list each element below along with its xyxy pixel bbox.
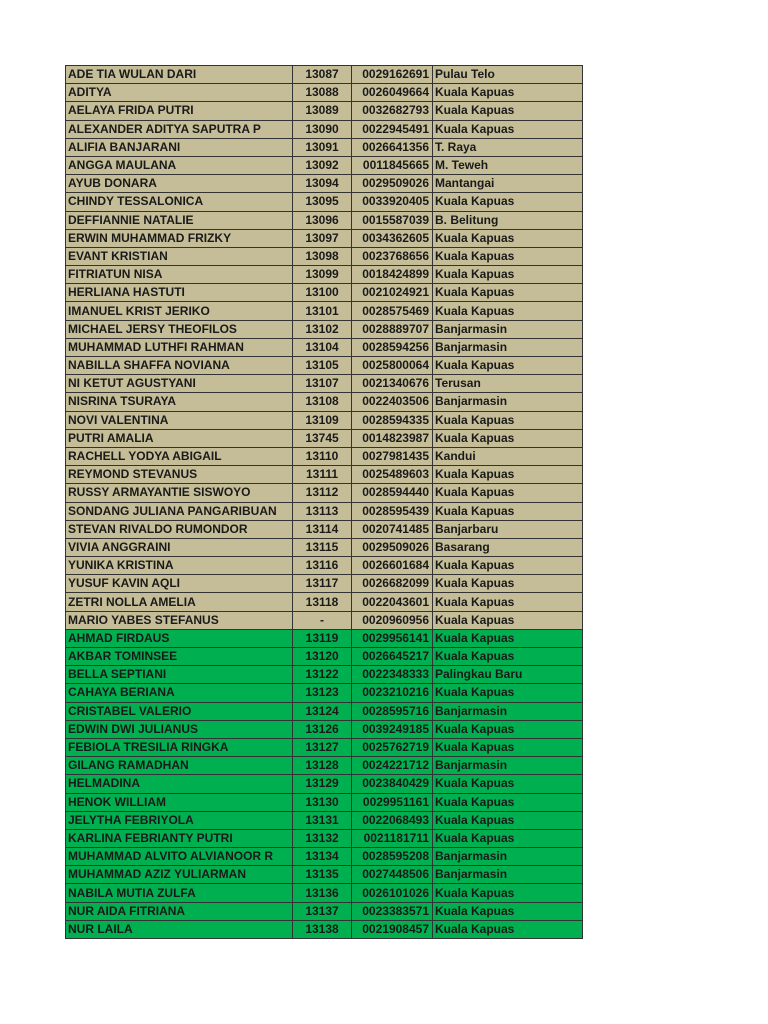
nisn-cell: 0020741485 — [352, 520, 433, 538]
nisn-cell: 0018424899 — [352, 266, 433, 284]
birthplace-cell: Banjarmasin — [433, 866, 583, 884]
name-cell: AYUB DONARA — [66, 175, 293, 193]
nisn-cell: 0029162691 — [352, 66, 433, 84]
nisn-cell: 0014823987 — [352, 429, 433, 447]
nis-cell: 13135 — [293, 866, 352, 884]
table-row — [66, 502, 583, 520]
table-row — [66, 429, 583, 447]
table-row — [66, 375, 583, 393]
nisn-cell: 0026049664 — [352, 84, 433, 102]
birthplace-cell: Kuala Kapuas — [433, 193, 583, 211]
name-cell: HENOK WILLIAM — [66, 793, 293, 811]
table-row — [66, 829, 583, 847]
name-cell: NISRINA TSURAYA — [66, 393, 293, 411]
name-cell: CHINDY TESSALONICA — [66, 193, 293, 211]
name-cell: DEFFIANNIE NATALIE — [66, 211, 293, 229]
nis-cell: 13122 — [293, 666, 352, 684]
table-row — [66, 902, 583, 920]
name-cell: PUTRI AMALIA — [66, 429, 293, 447]
table-row — [66, 229, 583, 247]
nis-cell: 13127 — [293, 738, 352, 756]
nis-cell: 13123 — [293, 684, 352, 702]
nisn-cell: 0023210216 — [352, 684, 433, 702]
nis-cell: - — [293, 611, 352, 629]
nis-cell: 13091 — [293, 138, 352, 156]
table-row — [66, 793, 583, 811]
name-cell: EVANT KRISTIAN — [66, 247, 293, 265]
table-row — [66, 193, 583, 211]
student-table — [65, 65, 583, 939]
table-row — [66, 84, 583, 102]
table-row — [66, 357, 583, 375]
nisn-cell: 0026645217 — [352, 648, 433, 666]
name-cell: GILANG RAMADHAN — [66, 757, 293, 775]
birthplace-cell: Kuala Kapuas — [433, 266, 583, 284]
birthplace-cell: Kuala Kapuas — [433, 247, 583, 265]
nisn-cell: 0021340676 — [352, 375, 433, 393]
nis-cell: 13131 — [293, 811, 352, 829]
name-cell: REYMOND STEVANUS — [66, 466, 293, 484]
nis-cell: 13105 — [293, 357, 352, 375]
table-row — [66, 611, 583, 629]
nisn-cell: 0033920405 — [352, 193, 433, 211]
table-row — [66, 520, 583, 538]
birthplace-cell: Kuala Kapuas — [433, 884, 583, 902]
birthplace-cell: Pulau Telo — [433, 66, 583, 84]
nisn-cell: 0028595208 — [352, 848, 433, 866]
name-cell: FITRIATUN NISA — [66, 266, 293, 284]
birthplace-cell: Kuala Kapuas — [433, 429, 583, 447]
nisn-cell: 0028594256 — [352, 338, 433, 356]
name-cell: EDWIN DWI JULIANUS — [66, 720, 293, 738]
table-row — [66, 320, 583, 338]
nis-cell: 13114 — [293, 520, 352, 538]
nisn-cell: 0022403506 — [352, 393, 433, 411]
name-cell: FEBIOLA TRESILIA RINGKA — [66, 738, 293, 756]
name-cell: CAHAYA BERIANA — [66, 684, 293, 702]
birthplace-cell: Banjarmasin — [433, 702, 583, 720]
nis-cell: 13092 — [293, 156, 352, 174]
table-row — [66, 411, 583, 429]
name-cell: AHMAD FIRDAUS — [66, 629, 293, 647]
birthplace-cell: Kuala Kapuas — [433, 84, 583, 102]
table-row — [66, 629, 583, 647]
birthplace-cell: Palingkau Baru — [433, 666, 583, 684]
nis-cell: 13124 — [293, 702, 352, 720]
table-row — [66, 866, 583, 884]
table-row — [66, 266, 583, 284]
name-cell: RUSSY ARMAYANTIE SISWOYO — [66, 484, 293, 502]
nisn-cell: 0015587039 — [352, 211, 433, 229]
name-cell: MUHAMMAD LUTHFI RAHMAN — [66, 338, 293, 356]
birthplace-cell: Banjarmasin — [433, 757, 583, 775]
nisn-cell: 0026601684 — [352, 557, 433, 575]
nis-cell: 13115 — [293, 538, 352, 556]
nisn-cell: 0023768656 — [352, 247, 433, 265]
nisn-cell: 0027981435 — [352, 447, 433, 465]
nis-cell: 13745 — [293, 429, 352, 447]
name-cell: MICHAEL JERSY THEOFILOS — [66, 320, 293, 338]
table-row — [66, 484, 583, 502]
birthplace-cell: Kuala Kapuas — [433, 738, 583, 756]
table-row — [66, 247, 583, 265]
birthplace-cell: Mantangai — [433, 175, 583, 193]
birthplace-cell: Basarang — [433, 538, 583, 556]
nisn-cell: 0026101026 — [352, 884, 433, 902]
name-cell: AELAYA FRIDA PUTRI — [66, 102, 293, 120]
nis-cell: 13087 — [293, 66, 352, 84]
nisn-cell: 0023840429 — [352, 775, 433, 793]
nis-cell: 13112 — [293, 484, 352, 502]
table-row — [66, 466, 583, 484]
table-row — [66, 738, 583, 756]
name-cell: NABILA MUTIA ZULFA — [66, 884, 293, 902]
table-row — [66, 557, 583, 575]
nisn-cell: 0023383571 — [352, 902, 433, 920]
birthplace-cell: Kuala Kapuas — [433, 593, 583, 611]
nisn-cell: 0028575469 — [352, 302, 433, 320]
birthplace-cell: Kuala Kapuas — [433, 302, 583, 320]
birthplace-cell: Banjarmasin — [433, 848, 583, 866]
nis-cell: 13107 — [293, 375, 352, 393]
birthplace-cell: Kuala Kapuas — [433, 648, 583, 666]
table-row — [66, 666, 583, 684]
nisn-cell: 0022945491 — [352, 120, 433, 138]
nis-cell: 13126 — [293, 720, 352, 738]
birthplace-cell: Kuala Kapuas — [433, 502, 583, 520]
nisn-cell: 0025800064 — [352, 357, 433, 375]
name-cell: HERLIANA HASTUTI — [66, 284, 293, 302]
birthplace-cell: Kuala Kapuas — [433, 284, 583, 302]
nisn-cell: 0028594335 — [352, 411, 433, 429]
birthplace-cell: Kuala Kapuas — [433, 466, 583, 484]
nisn-cell: 0029509026 — [352, 538, 433, 556]
nisn-cell: 0025489603 — [352, 466, 433, 484]
table-row — [66, 302, 583, 320]
nis-cell: 13104 — [293, 338, 352, 356]
nis-cell: 13109 — [293, 411, 352, 429]
nis-cell: 13101 — [293, 302, 352, 320]
birthplace-cell: Kuala Kapuas — [433, 102, 583, 120]
birthplace-cell: Kuala Kapuas — [433, 229, 583, 247]
name-cell: NI KETUT AGUSTYANI — [66, 375, 293, 393]
nisn-cell: 0024221712 — [352, 757, 433, 775]
name-cell: YUNIKA KRISTINA — [66, 557, 293, 575]
name-cell: MUHAMMAD AZIZ YULIARMAN — [66, 866, 293, 884]
birthplace-cell: Kandui — [433, 447, 583, 465]
nis-cell: 13129 — [293, 775, 352, 793]
table-row — [66, 848, 583, 866]
birthplace-cell: Kuala Kapuas — [433, 411, 583, 429]
table-row — [66, 175, 583, 193]
name-cell: HELMADINA — [66, 775, 293, 793]
nisn-cell: 0022348333 — [352, 666, 433, 684]
table-row — [66, 648, 583, 666]
name-cell: NUR LAILA — [66, 920, 293, 938]
birthplace-cell: M. Teweh — [433, 156, 583, 174]
nis-cell: 13094 — [293, 175, 352, 193]
nis-cell: 13110 — [293, 447, 352, 465]
nisn-cell: 0022043601 — [352, 593, 433, 611]
table-row — [66, 593, 583, 611]
birthplace-cell: Kuala Kapuas — [433, 720, 583, 738]
nis-cell: 13108 — [293, 393, 352, 411]
name-cell: ALEXANDER ADITYA SAPUTRA P — [66, 120, 293, 138]
table-row — [66, 138, 583, 156]
birthplace-cell: Kuala Kapuas — [433, 811, 583, 829]
table-row — [66, 102, 583, 120]
name-cell: YUSUF KAVIN AQLI — [66, 575, 293, 593]
nisn-cell: 0025762719 — [352, 738, 433, 756]
birthplace-cell: Kuala Kapuas — [433, 611, 583, 629]
birthplace-cell: Banjarmasin — [433, 320, 583, 338]
nisn-cell: 0028889707 — [352, 320, 433, 338]
nisn-cell: 0028595716 — [352, 702, 433, 720]
birthplace-cell: B. Belitung — [433, 211, 583, 229]
table-row — [66, 447, 583, 465]
table-row — [66, 393, 583, 411]
name-cell: NOVI VALENTINA — [66, 411, 293, 429]
table-row — [66, 538, 583, 556]
birthplace-cell: Banjarbaru — [433, 520, 583, 538]
table-row — [66, 338, 583, 356]
name-cell: MUHAMMAD ALVITO ALVIANOOR R — [66, 848, 293, 866]
birthplace-cell: Kuala Kapuas — [433, 793, 583, 811]
name-cell: BELLA SEPTIANI — [66, 666, 293, 684]
table-row — [66, 120, 583, 138]
nis-cell: 13118 — [293, 593, 352, 611]
name-cell: MARIO YABES STEFANUS — [66, 611, 293, 629]
table-row — [66, 920, 583, 938]
nis-cell: 13097 — [293, 229, 352, 247]
nis-cell: 13119 — [293, 629, 352, 647]
nis-cell: 13113 — [293, 502, 352, 520]
name-cell: AKBAR TOMINSEE — [66, 648, 293, 666]
table-row — [66, 811, 583, 829]
birthplace-cell: Kuala Kapuas — [433, 829, 583, 847]
nisn-cell: 0021908457 — [352, 920, 433, 938]
name-cell: CRISTABEL VALERIO — [66, 702, 293, 720]
nisn-cell: 0029956141 — [352, 629, 433, 647]
nis-cell: 13096 — [293, 211, 352, 229]
nis-cell: 13120 — [293, 648, 352, 666]
nis-cell: 13088 — [293, 84, 352, 102]
birthplace-cell: Kuala Kapuas — [433, 920, 583, 938]
nis-cell: 13099 — [293, 266, 352, 284]
nis-cell: 13132 — [293, 829, 352, 847]
nisn-cell: 0029951161 — [352, 793, 433, 811]
table-row — [66, 575, 583, 593]
name-cell: VIVIA ANGGRAINI — [66, 538, 293, 556]
nis-cell: 13136 — [293, 884, 352, 902]
table-row — [66, 684, 583, 702]
birthplace-cell: Kuala Kapuas — [433, 684, 583, 702]
nisn-cell: 0011845665 — [352, 156, 433, 174]
nisn-cell: 0029509026 — [352, 175, 433, 193]
nis-cell: 13111 — [293, 466, 352, 484]
name-cell: KARLINA FEBRIANTY PUTRI — [66, 829, 293, 847]
nis-cell: 13095 — [293, 193, 352, 211]
nisn-cell: 0028594440 — [352, 484, 433, 502]
nis-cell: 13098 — [293, 247, 352, 265]
name-cell: NUR AIDA FITRIANA — [66, 902, 293, 920]
name-cell: STEVAN RIVALDO RUMONDOR — [66, 520, 293, 538]
birthplace-cell: Banjarmasin — [433, 338, 583, 356]
nis-cell: 13117 — [293, 575, 352, 593]
table-row — [66, 702, 583, 720]
nis-cell: 13102 — [293, 320, 352, 338]
table-row — [66, 156, 583, 174]
birthplace-cell: Kuala Kapuas — [433, 557, 583, 575]
nis-cell: 13137 — [293, 902, 352, 920]
birthplace-cell: Banjarmasin — [433, 393, 583, 411]
nis-cell: 13090 — [293, 120, 352, 138]
table-row — [66, 884, 583, 902]
table-row — [66, 775, 583, 793]
nis-cell: 13100 — [293, 284, 352, 302]
birthplace-cell: T. Raya — [433, 138, 583, 156]
nis-cell: 13130 — [293, 793, 352, 811]
nisn-cell: 0021024921 — [352, 284, 433, 302]
birthplace-cell: Kuala Kapuas — [433, 775, 583, 793]
nis-cell: 13116 — [293, 557, 352, 575]
name-cell: JELYTHA FEBRIYOLA — [66, 811, 293, 829]
nisn-cell: 0026682099 — [352, 575, 433, 593]
name-cell: RACHELL YODYA ABIGAIL — [66, 447, 293, 465]
nisn-cell: 0026641356 — [352, 138, 433, 156]
nisn-cell: 0032682793 — [352, 102, 433, 120]
name-cell: ZETRI NOLLA AMELIA — [66, 593, 293, 611]
table-row — [66, 720, 583, 738]
name-cell: IMANUEL KRIST JERIKO — [66, 302, 293, 320]
nisn-cell: 0039249185 — [352, 720, 433, 738]
table-row — [66, 211, 583, 229]
nis-cell: 13134 — [293, 848, 352, 866]
name-cell: ADITYA — [66, 84, 293, 102]
birthplace-cell: Kuala Kapuas — [433, 357, 583, 375]
name-cell: ANGGA MAULANA — [66, 156, 293, 174]
nisn-cell: 0022068493 — [352, 811, 433, 829]
nisn-cell: 0020960956 — [352, 611, 433, 629]
nis-cell: 13128 — [293, 757, 352, 775]
table-row — [66, 757, 583, 775]
birthplace-cell: Kuala Kapuas — [433, 575, 583, 593]
nisn-cell: 0034362605 — [352, 229, 433, 247]
nisn-cell: 0021181711 — [352, 829, 433, 847]
name-cell: ALIFIA BANJARANI — [66, 138, 293, 156]
name-cell: ADE TIA WULAN DARI — [66, 66, 293, 84]
nis-cell: 13089 — [293, 102, 352, 120]
birthplace-cell: Kuala Kapuas — [433, 484, 583, 502]
name-cell: ERWIN MUHAMMAD FRIZKY — [66, 229, 293, 247]
table-row — [66, 66, 583, 84]
student-table-body — [66, 66, 583, 939]
nisn-cell: 0028595439 — [352, 502, 433, 520]
nisn-cell: 0027448506 — [352, 866, 433, 884]
name-cell: NABILLA SHAFFA NOVIANA — [66, 357, 293, 375]
birthplace-cell: Kuala Kapuas — [433, 902, 583, 920]
name-cell: SONDANG JULIANA PANGARIBUAN — [66, 502, 293, 520]
birthplace-cell: Kuala Kapuas — [433, 629, 583, 647]
birthplace-cell: Terusan — [433, 375, 583, 393]
birthplace-cell: Kuala Kapuas — [433, 120, 583, 138]
table-row — [66, 284, 583, 302]
nis-cell: 13138 — [293, 920, 352, 938]
